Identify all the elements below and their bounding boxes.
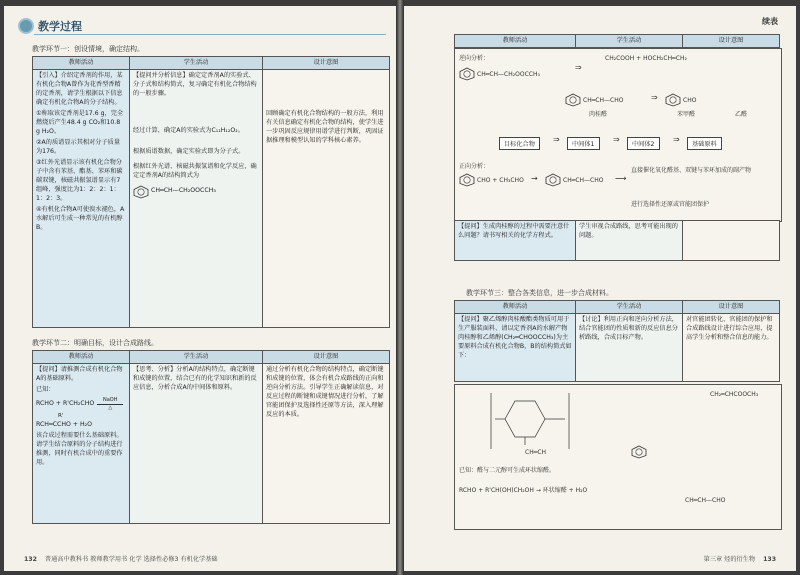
teacher-text: 【引入】介绍定香剂的作用，某有机化合物A曾作为花香型香精的定香剂，请学生根据以下信息确定有机化合物A的分子结构。	[36, 72, 123, 106]
benzene-ring-icon	[459, 173, 475, 187]
col-header-teacher: 教师活动	[33, 57, 130, 70]
flow-step-intermediate2: 中间体2	[627, 137, 660, 150]
reaction-condition-top: NaOH	[103, 396, 118, 403]
footer-left	[24, 554, 218, 563]
design-intent-cell	[263, 364, 390, 524]
arrow-icon: ⇒	[613, 135, 620, 144]
acetaldehyde-label: 乙醛	[735, 111, 748, 118]
reaction-right: RCH═CCHO + H₂O	[36, 420, 92, 428]
teacher-activity-cell	[455, 221, 576, 261]
student-activity-cell	[130, 70, 263, 328]
arrow-icon: ⇒	[553, 135, 560, 144]
student-activity-cell	[576, 314, 683, 382]
reaction-left: RCHO + R'CH₂CHO	[36, 400, 95, 408]
col-header-intent: 设计意图	[263, 57, 390, 70]
teacher-text: 已知：	[36, 385, 55, 393]
cinnamaldehyde-formula: CH═CH—CHO	[583, 97, 624, 104]
reaction-equation	[36, 397, 126, 413]
section3-table	[454, 300, 780, 382]
known-reaction: RCHO + R'CH(OH)CH₂OH → 环状缩醛 + H₂O	[459, 487, 588, 494]
intent-text: 通过分析有机化合物的结构特点，确定断键和成键的位置，体会有机合成路线的正向和逆向分析方法。引导学生正确解读信息，对反应过程的断键和成键情况进行分析，了解官能团保护及选择性还原等方法，深入理解反应的本质。	[266, 366, 384, 418]
col-header-intent: 设计意图	[683, 35, 780, 48]
benzene-ring-icon	[565, 93, 581, 107]
benzene-ring-icon	[133, 185, 149, 199]
col-header-intent: 设计意图	[263, 351, 390, 364]
teacher-text: 【提问】生成肉桂醇的过程中需要注意什么问题？请书写相关的化学方程式。	[458, 223, 570, 239]
section-badge-icon	[18, 18, 34, 34]
student-text: 学生审视合成路线，思考可能出现的问题。	[579, 223, 678, 239]
teacher-text: ②A的质谱显示其相对分子质量为176。	[36, 138, 121, 155]
section3-title: 教学环节三：整合各类信息，进一步合成材料。	[466, 289, 613, 297]
col-header-intent: 设计意图	[683, 301, 780, 314]
design-intent-cell	[683, 221, 780, 261]
reaction-substituent: R'	[58, 413, 64, 420]
teacher-text: 【提问】请推测合成有机化合物A的基础原料。	[36, 366, 123, 382]
page-header	[18, 18, 82, 34]
col-header-teacher: 教师活动	[455, 35, 576, 48]
structure-a	[133, 185, 259, 199]
benzene-ring-icon	[665, 93, 681, 107]
student-text: 【讨论】利用正向和逆向分析方法，结合官能团的性质和新的反应信息分析路线，合成目标产物。	[579, 316, 678, 341]
question-row-table	[454, 220, 780, 261]
reaction-condition-bottom: △	[108, 405, 113, 412]
page-number: 133	[763, 556, 776, 563]
design-intent-cell	[263, 70, 390, 328]
benzene-ring-icon	[631, 445, 647, 459]
reaction-arrow	[97, 397, 123, 413]
arrow-icon: →	[531, 174, 538, 183]
col-header-student: 学生活动	[576, 35, 683, 48]
teacher-text: 【提问】聚乙烯醇肉桂酸酯类物质可用于生产服装面料，请以定香剂A的水解产物肉桂醇和乙烯醇(CH₂═CHOOCCH₃)为主要原料合成有机化合物B，B的结构简式如下：	[458, 316, 572, 359]
flow-step-intermediate1: 中间体1	[567, 137, 600, 150]
col-header-student: 学生活动	[130, 351, 263, 364]
left-page	[4, 6, 396, 571]
student-text: 根据质谱数据，确定实验式即为分子式。	[133, 147, 245, 155]
header-rule	[34, 34, 386, 35]
ester-hydrolysis-products: CH₂COOH + HOCH₂CH═CH₂	[605, 55, 687, 62]
continued-label: 续表	[762, 17, 778, 26]
teacher-activity-cell	[33, 364, 130, 524]
section2-title: 教学环节二：明确目标，设计合成路线。	[32, 339, 158, 347]
polymer-b-side-chain: CH═CH	[525, 449, 547, 456]
known-info-label: 已知：醛与二元醇可生成环状缩醛。	[459, 467, 556, 474]
forward-analysis-label: 正向分析：	[459, 163, 490, 170]
teacher-activity-cell	[455, 314, 576, 382]
flow-step-raw-material: 基础原料	[687, 137, 722, 150]
formula-a: CH═CH—CH₂OOCCH₃	[151, 187, 216, 195]
design-intent-cell	[683, 314, 780, 382]
teacher-text: 该合成过程需要什么基础原料。请学生结合原料的分子结构进行推测，同时有机合成中的重要作用。	[36, 431, 123, 466]
reverse-analysis-label: 逆向分析：	[459, 55, 490, 62]
flow-step-target: 目标化合物	[499, 137, 540, 150]
polymer-structure-box	[454, 384, 782, 530]
footer-right	[704, 554, 776, 563]
benzaldehyde-formula: CHO	[683, 97, 697, 104]
student-text: 根据红外光谱、核磁共振氢谱和化学反应，确定定香剂A的结构简式为	[133, 162, 257, 179]
col-header-teacher: 教师活动	[33, 351, 130, 364]
benzaldehyde-label: 苯甲醛	[677, 111, 696, 118]
forward-note-side-reaction: 直接催化氧化醛基、双键与苯环加成的副产物	[631, 167, 752, 174]
arrow-icon: ⟶	[615, 174, 627, 183]
benzene-ring-icon	[459, 67, 475, 81]
chapter-title: 第三章 烃的衍生物	[703, 556, 756, 563]
benzene-ring-icon	[545, 173, 561, 187]
polymer-b-structure	[485, 389, 575, 453]
section2-table	[32, 350, 390, 524]
arrow-icon: ⇒	[651, 93, 658, 102]
intent-text: 回顾确定有机化合物结构的一般方法，利用有关信息确定有机化合物的结构，使学生进一步巩固反应规律用谱学进行判断，巩固证据推理和模型认知的学科核心素养。	[266, 110, 384, 144]
student-activity-cell	[576, 221, 683, 261]
student-text: 经过计算，确定A的实验式为C₁₁H₁₂O₂。	[133, 126, 244, 134]
col-header-student: 学生活动	[130, 57, 263, 70]
book-gutter	[396, 0, 404, 575]
right-page	[404, 6, 796, 571]
section1-table	[32, 56, 390, 328]
col-header-teacher: 教师活动	[455, 301, 576, 314]
col-header-student: 学生活动	[576, 301, 683, 314]
arrow-icon: ⇒	[673, 135, 680, 144]
student-text: 【提问并分析信息】确定定香剂A的实验式、分子式和结构简式，复习确定有机化合物结构的一般步骤。	[133, 72, 257, 97]
student-activity-cell	[130, 364, 263, 524]
right-formula-1: CH₂═CHCOOCH₃	[710, 391, 759, 398]
target-formula: CH═CH—CH₂OOCCH₃	[477, 71, 540, 78]
student-text: 【思考、分析】分析A的结构特点，确定断键和成键的位置，结合已有的化学知识和新的反应信息，分析合成A的中间体和原料。	[133, 366, 257, 391]
forward-product: CH═CH—CHO	[563, 177, 604, 184]
forward-note-protection: 进行选择性还原或官能团保护	[631, 201, 710, 208]
page-number: 132	[24, 556, 37, 563]
continued-table-header	[454, 34, 780, 48]
teacher-text: ①称取该定香剂是17.6 g，完全燃烧后产生48.4 g CO₂和10.8 g H₂O。	[36, 109, 124, 135]
teacher-text: ③红外光谱显示该有机化合物分子中含有苯基、酯基、苯环和碳碳双键，核磁共振氢谱显示有7组峰，强度比为1：2：2：1：1：2：3。	[36, 158, 123, 202]
page-title: 教学过程	[38, 20, 82, 33]
analysis-box	[454, 48, 782, 222]
cinnamaldehyde-label: 肉桂醛	[589, 111, 608, 118]
intent-text: 对官能团转化、官能团的保护和合成路线设计进行综合应用，提高学生分析和整合信息的能力。	[686, 316, 773, 341]
right-formula-2: CH═CH—CHO	[685, 497, 726, 504]
arrow-icon: ⇒	[575, 63, 582, 72]
teacher-activity-cell	[33, 70, 130, 328]
section1-title: 教学环节一：创设情境，确定结构。	[32, 45, 144, 53]
book-title: 普通高中教科书 教师教学用书 化学 选择性必修3 有机化学基础	[44, 556, 218, 563]
forward-reactants: CHO + CH₃CHO	[477, 177, 524, 184]
teacher-text: ④有机化合物A可使溴水褪色，A水解后可生成一种常见的有机醇B。	[36, 205, 125, 231]
